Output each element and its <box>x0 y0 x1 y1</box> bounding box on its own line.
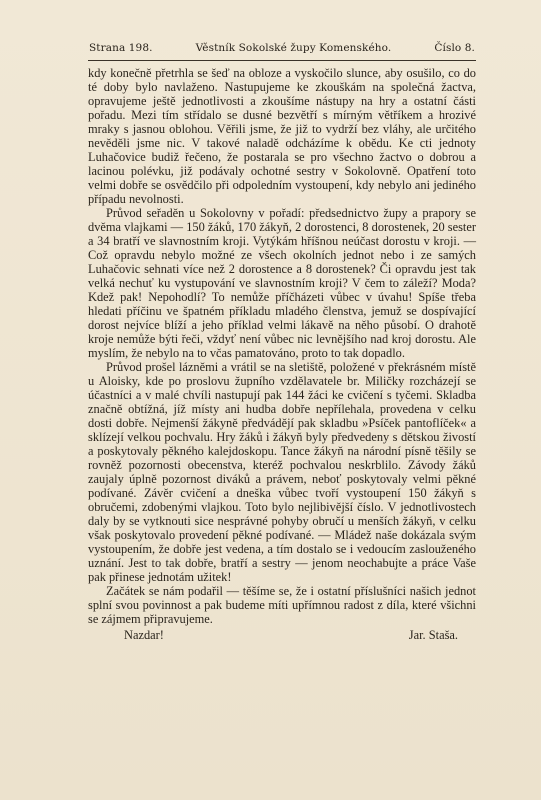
signature-line <box>124 628 458 642</box>
paragraph-2: Průvod seřaděn u Sokolovny v pořadí: předsednictvo župy a prapory se dvěma vlajkami — 150 žáků, 170 žákyň, 2 dorostenci, 8 dorostenek, 20 sester a 34 bratří ve slavnostním kroji. Vytýkám hříšnou neúčast dorostu v kroji. — Což opravdu nebylo možné ze všech okolních jednot nebo i ze samých Luhačovic sehnati více než 2 dorostence a 8 dorostenek? Či opravdu jest tak velká nechuť ku vystupování ve slavnostním kroji? V čem to záleží? Moda? Kdež pak! Nepohodlí? To nemůže příčházeti vůbec v úvahu! Spíše třeba hledati příčinu ve špatném příkladu mladého členstva, jemuž se dospívající dorost nejvíce blíží a jeho příklad velmi lákavě na něho působí. O drahotě kroje nemůže býti řeči, vždyť není vůbec nic levnějšího nad kroj dorostu. Ale myslím, že nebylo na to včas pamatováno, proto to tak dopadlo. <box>88 206 476 360</box>
paragraph-4: Začátek se nám podařil — těšíme se, že i ostatní příslušníci našich jednot splní svou povinnost a pak budeme míti upřímnou radost z díla, které všichni se zájmem připravujeme. <box>88 584 476 626</box>
journal-title: Věstník Sokolské župy Komenského. <box>195 42 392 54</box>
issue-number: Číslo 8. <box>434 42 475 54</box>
closing-greeting: Nazdar! <box>124 628 164 642</box>
running-header <box>89 42 475 54</box>
page-number: Strana 198. <box>89 42 153 54</box>
article-body <box>88 66 476 642</box>
author-name: Jar. Staša. <box>408 628 458 642</box>
paragraph-3: Průvod prošel lázněmi a vrátil se na sletiště, položené v překrásném místě u Aloisky, kde po proslovu župního vzdělavatele br. Miličky rozcházejí se účastníci a v malé chvíli nastupují pak 144 žáci ke cvičení s tyčemi. Skladba značně obtížná, jíž místy ani hudba dobře nepřílehala, provedena v celku dosti dobře. Nejmenší žákyně předvádějí pak skladbu »Psíček pantoflíček« a sklízejí velkou pochvalu. Hry žáků i žákyň byly předvedeny s dětskou živostí a poskytovaly pěkného kalejdoskopu. Tance žákyň na národní písně těšily se rovněž pozornosti obecenstva, kteréž pochvalou neskrblilo. Závody žáků zaujaly úplně pozornost diváků a právem, neboť poskytovaly velmi pěkné podívané. Závěr cvičení a dneška vůbec tvoří vystoupení 150 žákyň s obručemi, zdobenými vlajkou. Toto bylo nejlibivější číslo. V jednotlivostech daly by se vytknouti sice nesprávné pohyby obručí u menších žákyň, v celku však poskytovalo provedení pěkné podívané. — Mládež naše dokázala svým vystoupením, že dobře jest vedena, a tím dostalo se i vedoucím zaslouženého uznání. Jest to tak dobře, bratří a sestry — jenom neochabujte a práce Vaše pak přinese jednotám užitek! <box>88 360 476 584</box>
paragraph-1: kdy konečně přetrhla se šeď na obloze a vyskočilo slunce, aby osušilo, co do té doby bylo navlaženo. Nastupujeme ke zkouškám na společná žactva, opravujeme ještě jednotlivosti a zkoušíme nástupy na hry a ostatní části pořadu. Mezi tím střídalo se dusné bezvětří s mírným větříkem a hrozivé mraky s jasnou oblohou. Věřili jsme, že již to vydrží bez vláhy, ale určitého nevěděli jsme nic. V takové naladě odcházíme k obědu. Ke cti jednoty Luhačovice budiž řečeno, že postarala se pro všechno žactvo o dobrou a lacinou polévku, již podávaly ochotné sestry v Sokolovně. Opatření toto velmi dobře se osvědčilo při odpoledním vystoupení, kdy nebylo ani jediného případu nevolnosti. <box>88 66 476 206</box>
header-rule <box>88 60 476 61</box>
